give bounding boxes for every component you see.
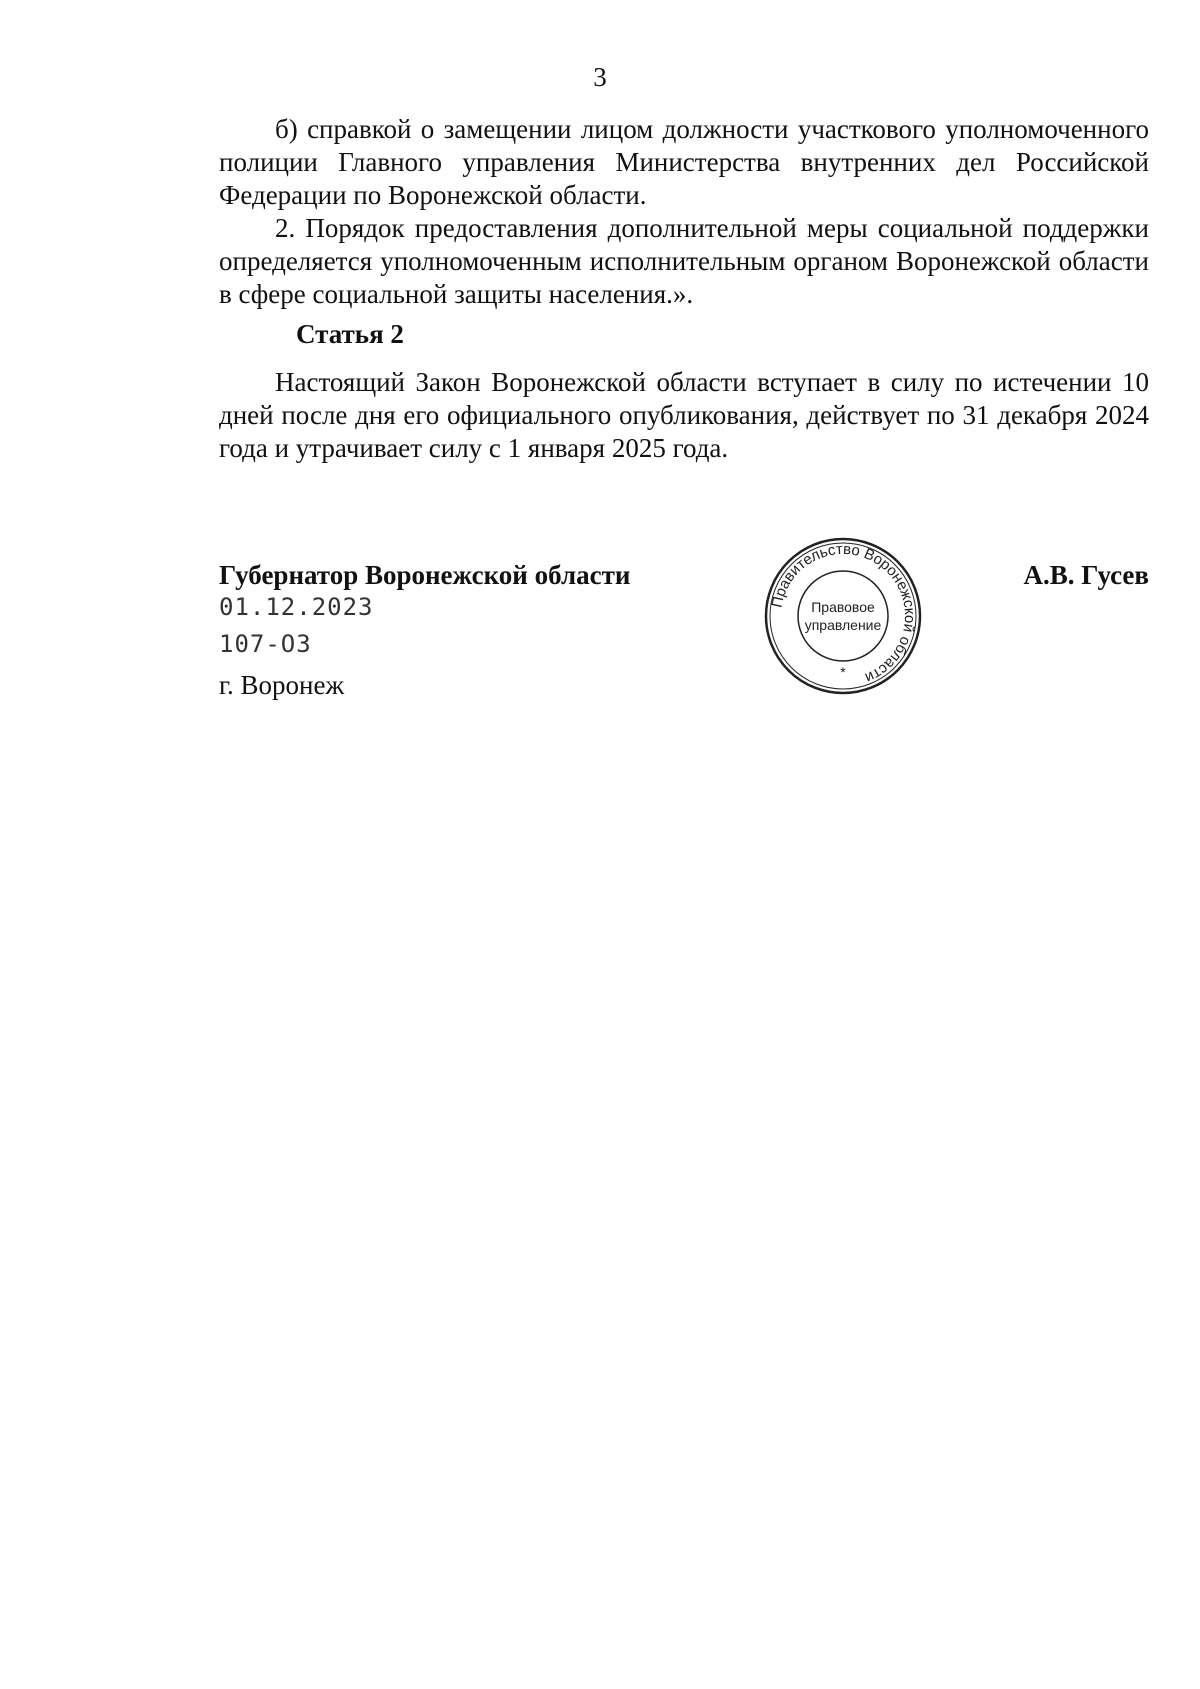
paragraph-clause-b <box>219 113 1149 212</box>
article-heading: Статья 2 <box>296 319 404 349</box>
paragraph-article-2 <box>219 366 1149 465</box>
stamp-star: * <box>840 664 846 680</box>
official-stamp <box>763 536 923 696</box>
stamp-seal-icon <box>763 536 923 696</box>
signing-date: 01.12.2023 <box>219 593 374 621</box>
paragraph-text: Настоящий Закон Воронежской области вступает в силу по истечении 10 дней после дня его официального опубликования, действует по 31 декабря 2024 года и утрачивает силу с 1 января 2025 года. <box>219 367 1149 463</box>
signing-city: г. Воронеж <box>219 670 345 700</box>
law-number: 107-ОЗ <box>219 630 312 658</box>
paragraph-text: 2. Порядок предоставления дополнительной меры социальной поддержки определяется уполномоченным исполнительным органом Воронежской области в сфере социальной защиты населения.». <box>219 213 1149 309</box>
signature-name: А.В. Гусев <box>1023 560 1149 590</box>
paragraph-clause-2 <box>219 212 1149 311</box>
stamp-inner-line-1: Правовое <box>811 599 875 615</box>
signature-title: Губернатор Воронежской области <box>219 560 631 590</box>
page-number: 3 <box>593 62 607 92</box>
stamp-inner-line-2: управление <box>804 617 882 633</box>
paragraph-text: б) справкой о замещении лицом должности участкового уполномоченного полиции Главного управления Министерства внутренних дел Российской Федерации по Воронежской области. <box>219 114 1149 210</box>
stamp-outer-text: Правительство Воронежской области <box>768 540 919 687</box>
